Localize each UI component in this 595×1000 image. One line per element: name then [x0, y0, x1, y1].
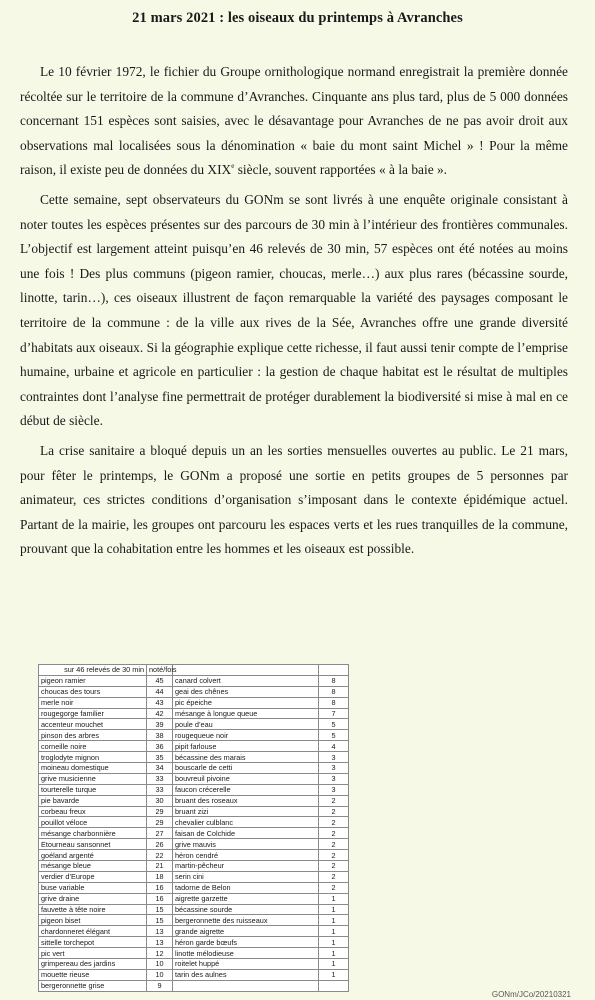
- species-name: bouscarle de cetti: [173, 763, 319, 774]
- species-count: 13: [147, 937, 173, 948]
- species-count: 18: [147, 871, 173, 882]
- header-blank: [173, 665, 319, 676]
- species-name: [173, 980, 319, 991]
- table-row: [39, 904, 349, 915]
- species-count: 15: [147, 915, 173, 926]
- species-name: pinson des arbres: [39, 730, 147, 741]
- species-name: rougegorge familier: [39, 708, 147, 719]
- species-count: 8: [319, 686, 349, 697]
- table-row: [39, 959, 349, 970]
- species-name: tarin des aulnes: [173, 969, 319, 980]
- species-name: verdier d’Europe: [39, 871, 147, 882]
- table-row: [39, 675, 349, 686]
- species-count: 2: [319, 806, 349, 817]
- species-count: 2: [319, 839, 349, 850]
- species-count: 2: [319, 817, 349, 828]
- species-name: pie bavarde: [39, 795, 147, 806]
- species-name: chevalier culblanc: [173, 817, 319, 828]
- header-count: noté/fois: [147, 665, 173, 676]
- species-count: 3: [319, 763, 349, 774]
- species-count: 33: [147, 773, 173, 784]
- species-count: 2: [319, 871, 349, 882]
- table-row: [39, 741, 349, 752]
- species-count: 1: [319, 959, 349, 970]
- table-row: [39, 784, 349, 795]
- species-count: 29: [147, 806, 173, 817]
- species-name: pipit farlouse: [173, 741, 319, 752]
- footer-credit: GONm/JCo/20210321: [491, 990, 571, 999]
- species-count: 1: [319, 969, 349, 980]
- species-name: bruant des roseaux: [173, 795, 319, 806]
- species-count: 26: [147, 839, 173, 850]
- species-name: tourterelle turque: [39, 784, 147, 795]
- species-name: mésange charbonnière: [39, 828, 147, 839]
- species-name: moineau domestique: [39, 763, 147, 774]
- species-count: [319, 980, 349, 991]
- species-name: rougequeue noir: [173, 730, 319, 741]
- species-name: mésange à longue queue: [173, 708, 319, 719]
- species-name: choucas des tours: [39, 686, 147, 697]
- table-row: [39, 686, 349, 697]
- species-name: héron cendré: [173, 850, 319, 861]
- page-title: 21 mars 2021 : les oiseaux du printemps à Avranches: [132, 10, 463, 26]
- species-count: 12: [147, 948, 173, 959]
- header-blank: [319, 665, 349, 676]
- species-name: goéland argenté: [39, 850, 147, 861]
- species-name: serin cini: [173, 871, 319, 882]
- species-name: pic épeiche: [173, 697, 319, 708]
- species-count: 39: [147, 719, 173, 730]
- species-count: 8: [319, 675, 349, 686]
- species-name: mésange bleue: [39, 861, 147, 872]
- species-count: 43: [147, 697, 173, 708]
- table-row: [39, 882, 349, 893]
- species-name: martin-pêcheur: [173, 861, 319, 872]
- species-name: grive mauvis: [173, 839, 319, 850]
- species-count: 45: [147, 675, 173, 686]
- species-count: 1: [319, 926, 349, 937]
- species-count: 1: [319, 948, 349, 959]
- species-count: 34: [147, 763, 173, 774]
- species-name: bergeronnette grise: [39, 980, 147, 991]
- header-label: sur 46 relevés de 30 min: [39, 665, 147, 676]
- species-count: 3: [319, 773, 349, 784]
- table-row: [39, 839, 349, 850]
- table-row: [39, 893, 349, 904]
- species-name: bergeronnette des ruisseaux: [173, 915, 319, 926]
- species-name: poule d’eau: [173, 719, 319, 730]
- species-count: 4: [319, 741, 349, 752]
- species-name: Etourneau sansonnet: [39, 839, 147, 850]
- species-name: grive musicienne: [39, 773, 147, 784]
- species-name: faucon crécerelle: [173, 784, 319, 795]
- species-name: bécassine des marais: [173, 752, 319, 763]
- table-row: [39, 850, 349, 861]
- species-name: bouvreuil pivoine: [173, 773, 319, 784]
- species-name: buse variable: [39, 882, 147, 893]
- species-count: 5: [319, 719, 349, 730]
- species-count: 29: [147, 817, 173, 828]
- species-name: roitelet huppé: [173, 959, 319, 970]
- species-name: bécassine sourde: [173, 904, 319, 915]
- species-count: 38: [147, 730, 173, 741]
- species-count: 22: [147, 850, 173, 861]
- table-row: [39, 948, 349, 959]
- paragraph-3: La crise sanitaire a bloqué depuis un an les sorties mensuelles ouvertes au public. Le 21 mars, pour fêter le printemps, le GONm a proposé une sortie en petits groupes de 5 personnes par animateur, ces strictes conditions d’organisation s’imposant dans le contexte épidémique actuel. Partant de la mairie, les groupes ont parcouru les espaces verts et les rues tranquilles de la commune, prouvant que la cohabitation entre les hommes et les oiseaux est possible.: [20, 442, 568, 557]
- table-row: [39, 915, 349, 926]
- species-count: 3: [319, 784, 349, 795]
- species-count: 1: [319, 937, 349, 948]
- species-count: 42: [147, 708, 173, 719]
- table-row: [39, 719, 349, 730]
- species-name: héron garde bœufs: [173, 937, 319, 948]
- paragraph-1-text: Le 10 février 1972, le fichier du Groupe ornithologique normand enregistrait la première donnée récoltée sur le territoire de la commune d’Avranches. Cinquante ans plus tard, plus de 5 000 données concernant 151 espèces sont saisies, avec le désavantage pour Avranches de ne pas avoir droit aux observations mal localisées sous la dénomination « baie du mont saint Michel » ! Pour la même raison, il existe peu de données du XIX: [20, 64, 568, 178]
- table-row: [39, 708, 349, 719]
- species-name: sittelle torchepot: [39, 937, 147, 948]
- table-body: [39, 675, 349, 991]
- species-count: 36: [147, 741, 173, 752]
- species-count: 33: [147, 784, 173, 795]
- species-count: 21: [147, 861, 173, 872]
- species-count: 2: [319, 850, 349, 861]
- table-row: [39, 730, 349, 741]
- species-count: 13: [147, 926, 173, 937]
- species-count: 1: [319, 904, 349, 915]
- species-count: 7: [319, 708, 349, 719]
- species-name: chardonneret élégant: [39, 926, 147, 937]
- species-count: 10: [147, 959, 173, 970]
- paragraph-2: Cette semaine, sept observateurs du GONm se sont livrés à une enquête originale consistant à noter toutes les espèces présentes sur des parcours de 30 min à l’intérieur des frontières communales. L’objectif est largement atteint puisqu’en 46 relevés de 30 min, 57 espèces ont été notées au moins une fois ! Des plus communs (pigeon ramier, choucas, merle…) aux plus rares (bécassine sourde, linotte, tarin…), ces oiseaux illustrent de façon remarquable la variété des paysages composant le territoire de la commune : de la ville aux rives de la Sée, Avranches offre une grande diversité d’habitats aux oiseaux. Si la géographie explique cette richesse, il faut aussi tenir compte de l’emprise humaine, urbaine et agricole en particulier : la gestion de chaque habitat est le résultat de multiples contraintes dont l’analyse fine permettrait de protéger durablement la biodiversité si mise à mal en ce début de siècle.: [20, 191, 568, 429]
- species-name: accenteur mouchet: [39, 719, 147, 730]
- species-count: 1: [319, 893, 349, 904]
- species-count: 5: [319, 730, 349, 741]
- table-row: [39, 937, 349, 948]
- species-name: geai des chênes: [173, 686, 319, 697]
- species-count: 27: [147, 828, 173, 839]
- table-row: [39, 926, 349, 937]
- species-count: 2: [319, 882, 349, 893]
- species-name: corbeau freux: [39, 806, 147, 817]
- species-count: 3: [319, 752, 349, 763]
- species-name: pouillot véloce: [39, 817, 147, 828]
- species-count: 30: [147, 795, 173, 806]
- species-name: merle noir: [39, 697, 147, 708]
- species-count: 16: [147, 882, 173, 893]
- species-name: pigeon biset: [39, 915, 147, 926]
- table-row: [39, 752, 349, 763]
- species-count: 1: [319, 915, 349, 926]
- table-row: [39, 871, 349, 882]
- species-name: pigeon ramier: [39, 675, 147, 686]
- species-table: [38, 664, 349, 992]
- species-count: 2: [319, 795, 349, 806]
- species-name: bruant zizi: [173, 806, 319, 817]
- species-name: grande aigrette: [173, 926, 319, 937]
- species-count: 2: [319, 828, 349, 839]
- species-name: grive draine: [39, 893, 147, 904]
- species-name: aigrette garzette: [173, 893, 319, 904]
- species-name: canard colvert: [173, 675, 319, 686]
- table-row: [39, 773, 349, 784]
- article-body: [20, 60, 568, 567]
- species-count: 44: [147, 686, 173, 697]
- species-name: pic vert: [39, 948, 147, 959]
- century-superscript: e: [231, 162, 235, 171]
- species-count: 15: [147, 904, 173, 915]
- table-row: [39, 817, 349, 828]
- species-name: corneille noire: [39, 741, 147, 752]
- table-row: [39, 969, 349, 980]
- table-row: [39, 861, 349, 872]
- species-count: 10: [147, 969, 173, 980]
- paragraph-1: [20, 60, 568, 183]
- species-name: linotte mélodieuse: [173, 948, 319, 959]
- paragraph-1-end: siècle, souvent rapportées « à la baie ».: [234, 162, 448, 178]
- table-row: [39, 806, 349, 817]
- table-row: [39, 980, 349, 991]
- species-count: 16: [147, 893, 173, 904]
- table-row: [39, 795, 349, 806]
- species-name: grimpereau des jardins: [39, 959, 147, 970]
- species-count: 8: [319, 697, 349, 708]
- table-row: [39, 763, 349, 774]
- species-name: fauvette à tête noire: [39, 904, 147, 915]
- species-count: 35: [147, 752, 173, 763]
- species-name: faisan de Colchide: [173, 828, 319, 839]
- table-row: [39, 828, 349, 839]
- table-row: [39, 697, 349, 708]
- species-name: mouette rieuse: [39, 969, 147, 980]
- species-name: troglodyte mignon: [39, 752, 147, 763]
- species-count: 2: [319, 861, 349, 872]
- species-name: tadorne de Belon: [173, 882, 319, 893]
- table-header-row: [39, 665, 349, 676]
- species-count: 9: [147, 980, 173, 991]
